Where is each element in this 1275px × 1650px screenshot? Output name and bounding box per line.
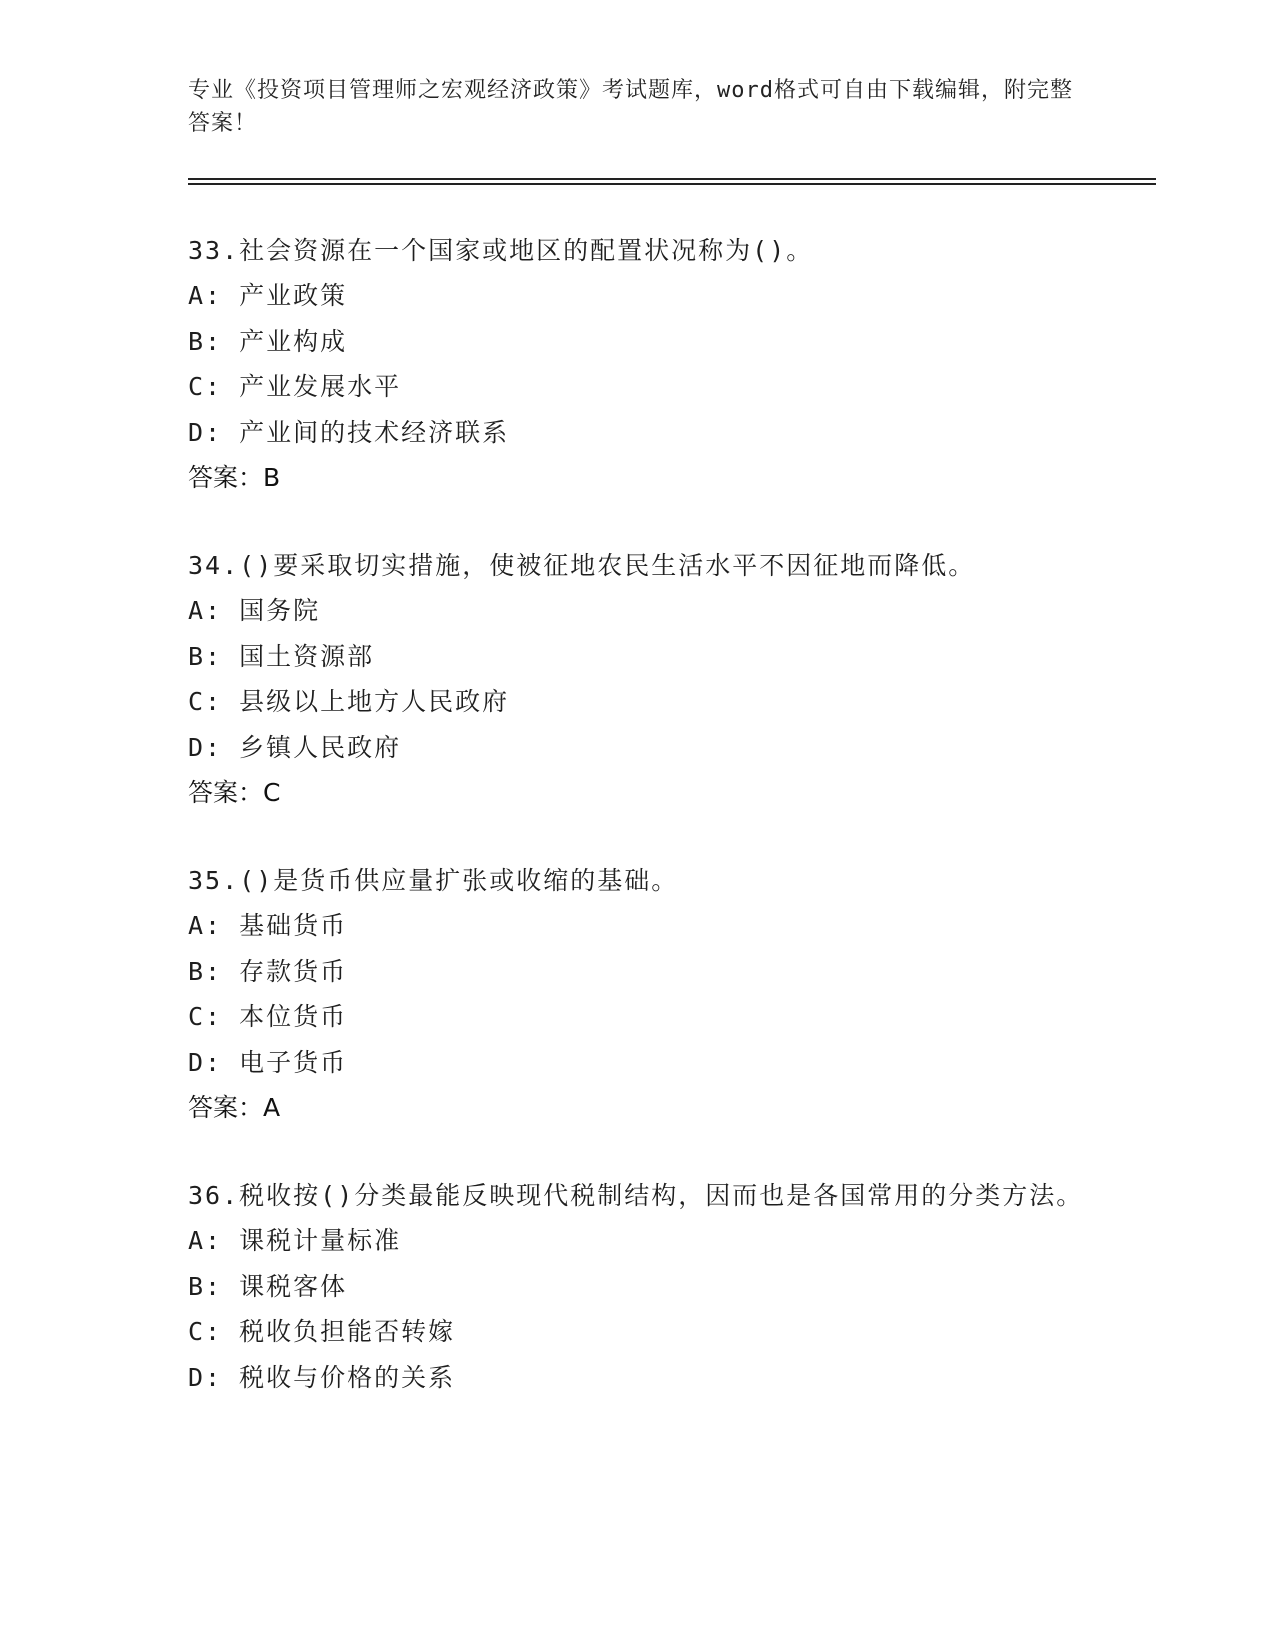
option-c: C: 产业发展水平 — [188, 372, 402, 401]
answer-text: 答案：C — [188, 778, 281, 807]
option-a: A: 产业政策 — [188, 281, 348, 310]
question-stem: 33.社会资源在一个国家或地区的配置状况称为()。 — [188, 236, 814, 265]
header-divider — [188, 178, 1156, 180]
question-36 — [188, 1173, 1088, 1400]
option-c: C: 税收负担能否转嫁 — [188, 1317, 456, 1346]
option-a: A: 课税计量标准 — [188, 1226, 402, 1255]
option-d: D: 电子货币 — [188, 1047, 348, 1077]
question-stem: 36.税收按()分类最能反映现代税制结构，因而也是各国常用的分类方法。 — [188, 1181, 1084, 1210]
option-b: B: 课税客体 — [188, 1271, 348, 1301]
answer-text: 答案：A — [188, 1093, 281, 1122]
question-stem: 35.()是货币供应量扩张或收缩的基础。 — [188, 866, 679, 895]
option-a: A: 基础货币 — [188, 911, 348, 940]
option-b: B: 存款货币 — [188, 956, 348, 986]
option-d: D: 税收与价格的关系 — [188, 1362, 456, 1392]
header-divider-second — [188, 183, 1156, 185]
document-intro: 专业《投资项目管理师之宏观经济政策》考试题库，word格式可自由下载编辑，附完整答案！ — [188, 78, 1073, 136]
question-33 — [188, 228, 1088, 500]
question-35 — [188, 858, 1088, 1130]
option-c: C: 本位货币 — [188, 1002, 348, 1031]
option-d: D: 乡镇人民政府 — [188, 732, 402, 762]
option-d: D: 产业间的技术经济联系 — [188, 417, 510, 447]
question-34 — [188, 543, 1088, 815]
option-b: B: 国土资源部 — [188, 641, 375, 671]
option-a: A: 国务院 — [188, 596, 321, 625]
option-b: B: 产业构成 — [188, 326, 348, 356]
answer-text: 答案：B — [188, 463, 281, 492]
option-c: C: 县级以上地方人民政府 — [188, 687, 510, 716]
question-stem: 34.()要采取切实措施，使被征地农民生活水平不因征地而降低。 — [188, 551, 976, 580]
